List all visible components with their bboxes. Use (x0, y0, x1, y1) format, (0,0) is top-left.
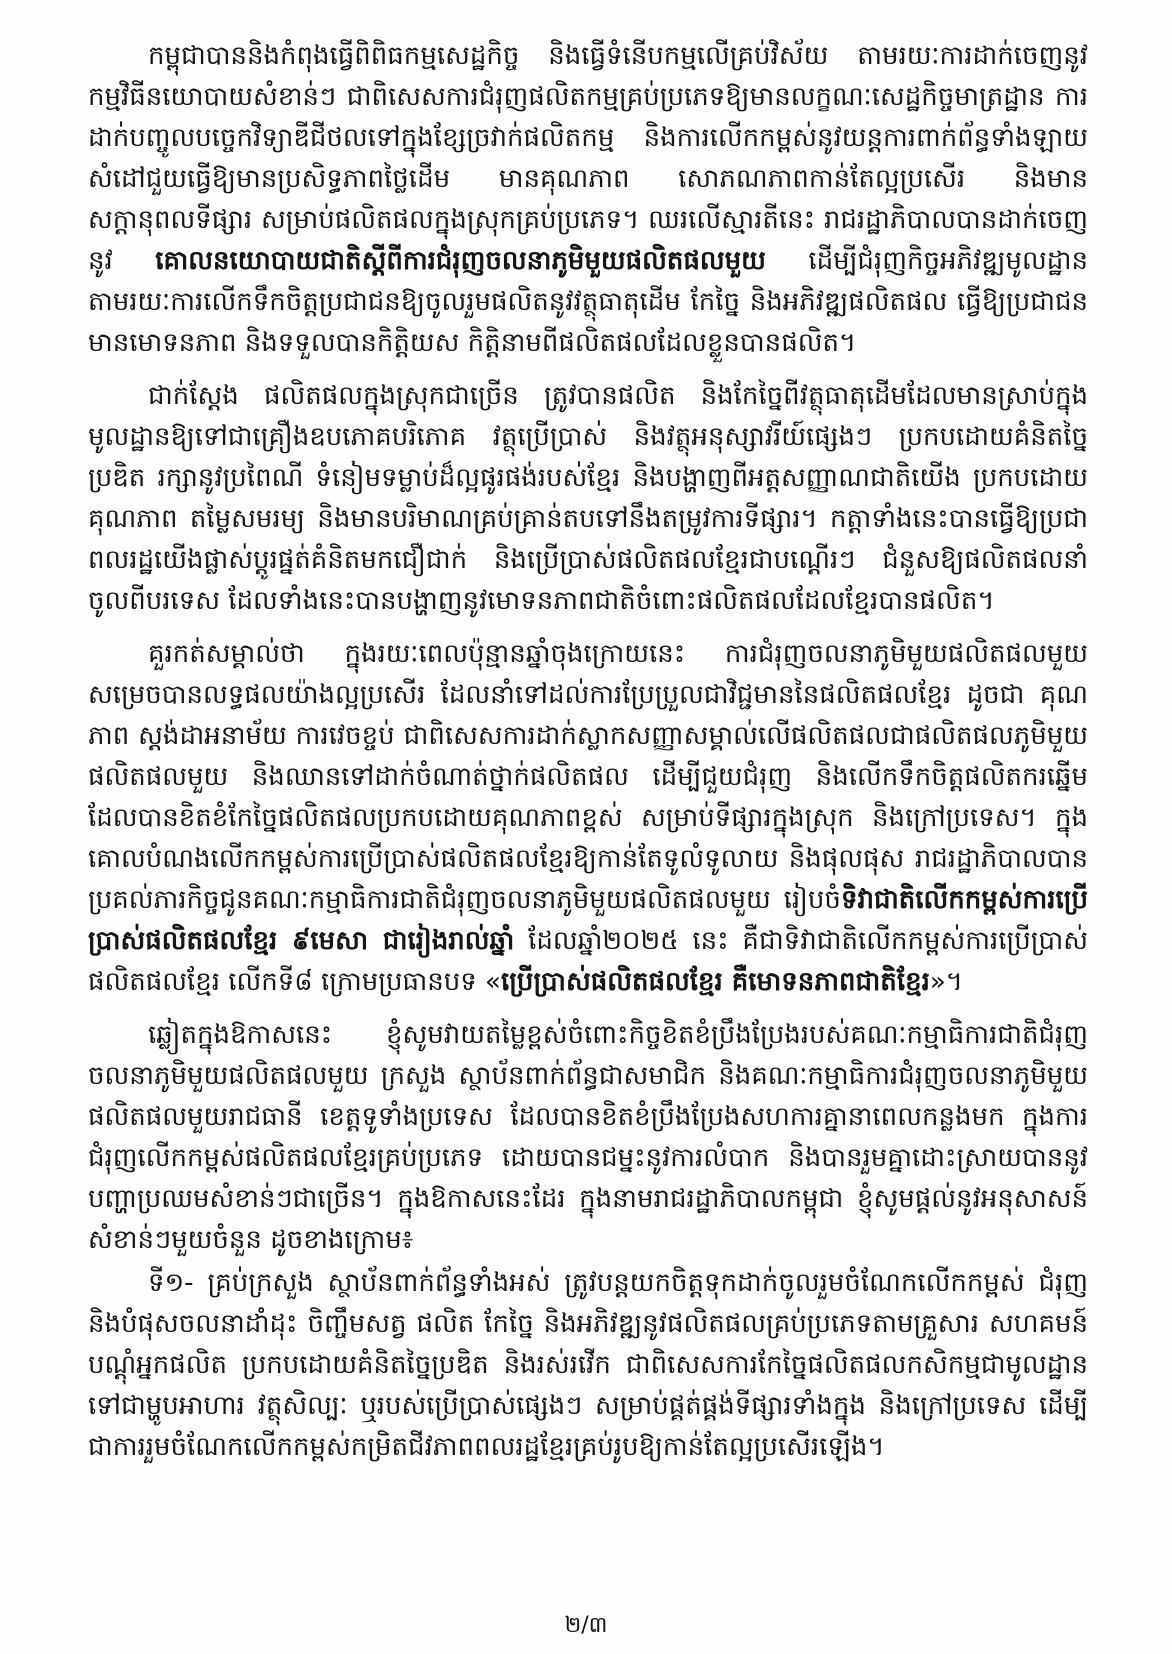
document-body (88, 36, 1088, 1480)
paragraph-1-text-2: ដើម្បីជំរុញកិច្ចអភិវឌ្ឍមូលដ្ឋាន តាមរយៈការលើកទឹកចិត្តប្រជាជនឱ្យចូលរួមផលិតនូវវត្ថុធាតុដើម កែច្នៃ និងអភិវឌ្ឍផលិតផល ធ្វើឱ្យប្រជាជនមានមោទនភាព និងទទួលបានកិត្តិយស កិត្តិនាមពីផលិតផលដែលខ្លួនបានផលិត។ (88, 246, 1088, 358)
paragraph-1-bold-policy-title: គោលនយោបាយជាតិស្តីពីការជំរុញចលនាភូមិមួយផលិតផលមួយ (155, 246, 766, 276)
paragraph-3-bold-national-day: ទិវាជាតិលើកកម្ពស់ការប្រើប្រាស់ផលិតផលខ្មែរ ៩មេសា ជារៀងរាល់ឆ្នាំ (88, 885, 1088, 956)
paragraph-3-text-1: គួរកត់សម្គាល់ថា ក្នុងរយៈពេលប៉ុន្មានឆ្នាំចុងក្រោយនេះ ការជំរុញចលនាភូមិមួយផលិតផលមួយ សម្រេចបានលទ្ធផលយ៉ាងល្អប្រសើរ ដែលនាំទៅដល់ការប្រែប្រួលជាវិជ្ជមាននៃផលិតផលខ្មែរ ដូចជា គុណភាព ស្តង់ដាអនាម័យ ការវេចខ្ចប់ ជាពិសេសការដាក់ស្លាកសញ្ញាសម្គាល់លើផលិតផលជាផលិតផលភូមិមួយផលិតផលមួយ និងឈានទៅដាក់ចំណាត់ថ្នាក់ផលិតផល ដើម្បីជួយជំរុញ និងលើកទឹកចិត្តផលិតករឆ្នើម ដែលបានខិតខំកែច្នៃផលិតផលប្រកបដោយគុណភាពខ្ពស់ សម្រាប់ទីផ្សារក្នុងស្រុក និងក្រៅប្រទេស។ ក្នុងគោលបំណងលើកកម្ពស់ការប្រើប្រាស់ផលិតផលខ្មែរឱ្យកាន់តែទូលំទូលាយ និងផុលផុស រាជរដ្ឋាភិបាលបានប្រគល់ភារកិច្ចជូនគណៈកម្មាធិការជាតិជំរុញចលនាភូមិមួយផលិតផលមួយ រៀបចំ (88, 639, 1088, 915)
recommendation-1-text: ទី១- គ្រប់ក្រសួង ស្ថាប័នពាក់ព័ន្ធទាំងអស់ ត្រូវបន្តយកចិត្តទុកដាក់ចូលរួមចំណែកលើកកម្ពស់ ជំរុញ និងបំផុសចលនាដាំដុះ ចិញ្ចឹមសត្វ ផលិត កែច្នៃ និងអភិវឌ្ឍនូវផលិតផលគ្រប់ប្រភេទតាមគ្រួសារ សហគមន៍ បណ្តុំអ្នកផលិត ប្រកបដោយគំនិតច្នៃប្រឌិត និងរស់រវើក ជាពិសេសការកែច្នៃផលិតផលកសិកម្មជាមូលដ្ឋានទៅជាម្ហូបអាហារ វត្ថុសិល្បៈ ឬរបស់ប្រើប្រាស់ផ្សេងៗ សម្រាប់ផ្គត់ផ្គង់ទីផ្សារទាំងក្នុង និងក្រៅប្រទេស ដើម្បីជាការរួមចំណែកលើកកម្ពស់កម្រិតជីវភាពពលរដ្ឋខ្មែរគ្រប់រូបឱ្យកាន់តែល្អប្រសើរឡើង។ (88, 1268, 1088, 1462)
paragraph-3-bold-theme: ប្រើប្រាស់ផលិតផលខ្មែរ គឺមោទនភាពជាតិខ្មែរ (500, 967, 930, 997)
paragraph-3-text-3: »។ (929, 967, 963, 997)
paragraph-4 (88, 1015, 1088, 1261)
recommendation-1 (88, 1263, 1088, 1468)
paragraph-1 (88, 36, 1088, 364)
paragraph-4-text: ឆ្លៀតក្នុងឱកាសនេះ ខ្ញុំសូមវាយតម្លៃខ្ពស់ចំពោះកិច្ចខិតខំប្រឹងប្រែងរបស់គណៈកម្មាធិការជាតិជំរុញចលនាភូមិមួយផលិតផលមួយ ក្រសួង ស្ថាប័នពាក់ព័ន្ធជាសមាជិក និងគណៈកម្មាធិការជំរុញចលនាភូមិមួយផលិតផលមួយរាជធានី ខេត្តទូទាំងប្រទេស ដែលបានខិតខំប្រឹងប្រែងសហការគ្នានាពេលកន្លងមក ក្នុងការជំរុញលើកកម្ពស់ផលិតផលខ្មែរគ្រប់ប្រភេទ ដោយបានជម្នះនូវការលំបាក និងបានរួមគ្នាដោះស្រាយបាននូវបញ្ហាប្រឈមសំខាន់ៗជាច្រើន។ ក្នុងឱកាសនេះដែរ ក្នុងនាមរាជរដ្ឋាភិបាលកម្ពុជា ខ្ញុំសូមផ្តល់នូវអនុសាសន៍សំខាន់ៗមួយចំនួន ដូចខាងក្រោម៖ (88, 1020, 1088, 1255)
paragraph-1-text-1: កម្ពុជាបាននិងកំពុងធ្វើពិពិធកម្មសេដ្ឋកិច្ច និងធ្វើទំនើបកម្មលើគ្រប់វិស័យ តាមរយៈការដាក់ចេញនូវកម្មវិធីនយោបាយសំខាន់ៗ ជាពិសេសការជំរុញផលិតកម្មគ្រប់ប្រភេទឱ្យមានលក្ខណៈសេដ្ឋកិច្ចមាត្រដ្ឋាន ការដាក់បញ្ចូលបច្ចេកវិទ្យាឌីជីថលទៅក្នុងខ្សែច្រវាក់ផលិតកម្ម និងការលើកកម្ពស់នូវយន្តការពាក់ព័ន្ធទាំងឡាយ សំដៅជួយធ្វើឱ្យមានប្រសិទ្ធភាពថ្លៃដើម មានគុណភាព សោភណភាពកាន់តែល្អប្រសើរ និងមានសក្តានុពលទីផ្សារ សម្រាប់ផលិតផលក្នុងស្រុកគ្រប់ប្រភេទ។ ឈរលើស្មារតីនេះ រាជរដ្ឋាភិបាលបានដាក់ចេញនូវ (88, 41, 1088, 276)
paragraph-3-text-2: ដែលឆ្នាំ២០២៥ នេះ គឺជាទិវាជាតិលើកកម្ពស់ការប្រើប្រាស់ផលិតផលខ្មែរ លើកទី៨ ក្រោមប្រធានបទ « (88, 926, 1089, 997)
paragraph-2 (88, 376, 1088, 622)
paragraph-3 (88, 634, 1088, 1003)
page-number: ២/៣ (564, 1613, 608, 1638)
paragraph-2-text: ជាក់ស្តែង ផលិតផលក្នុងស្រុកជាច្រើន ត្រូវបានផលិត និងកែច្នៃពីវត្ថុធាតុដើមដែលមានស្រាប់ក្នុងមូលដ្ឋានឱ្យទៅជាគ្រឿងឧបភោគបរិភោគ វត្ថុប្រើប្រាស់ និងវត្ថុអនុស្សាវរីយ៍ផ្សេងៗ ប្រកបដោយគំនិតច្នៃប្រឌិត រក្សានូវប្រពៃណី ទំនៀមទម្លាប់ដ៏ល្អផូរផង់របស់ខ្មែរ និងបង្ហាញពីអត្តសញ្ញាណជាតិយើង ប្រកបដោយគុណភាព តម្លៃសមរម្យ និងមានបរិមាណគ្រប់គ្រាន់តបទៅនឹងតម្រូវការទីផ្សារ។ កត្តាទាំងនេះបានធ្វើឱ្យប្រជាពលរដ្ឋយើងផ្លាស់ប្តូរផ្នត់គំនិតមកជឿជាក់ និងប្រើប្រាស់ផលិតផលខ្មែរជាបណ្តើរៗ ជំនួសឱ្យផលិតផលនាំចូលពីបរទេស ដែលទាំងនេះបានបង្ហាញនូវមោទនភាពជាតិចំពោះផលិតផលដែលខ្មែរបានផលិត។ (88, 381, 1088, 616)
